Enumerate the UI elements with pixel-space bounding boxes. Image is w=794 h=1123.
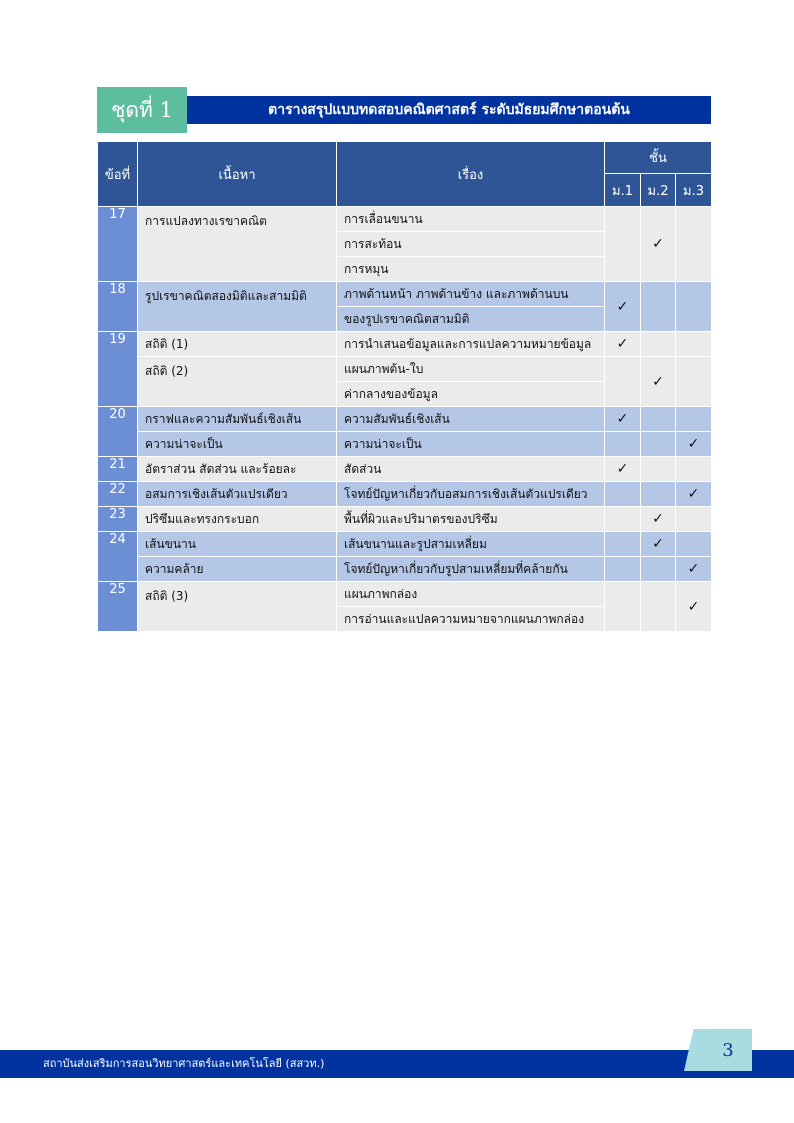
row-number: 25 (98, 582, 138, 632)
check-m3 (676, 457, 712, 482)
table-row (98, 332, 712, 357)
row-topic: การหมุน (337, 257, 605, 282)
check-m1 (605, 557, 641, 582)
check-m2 (641, 407, 676, 432)
row-number: 20 (98, 407, 138, 457)
page-title: ตารางสรุปแบบทดสอบคณิตศาสตร์ ระดับมัธยมศึกษาตอนต้น (187, 96, 711, 124)
header-level: ชั้น (605, 142, 712, 174)
check-m2: ✓ (641, 507, 676, 532)
check-m2: ✓ (641, 532, 676, 557)
check-m1 (605, 532, 641, 557)
check-m3 (676, 207, 712, 282)
check-m2 (641, 582, 676, 632)
row-topic: ค่ากลางของข้อมูล (337, 382, 605, 407)
row-content: การแปลงทางเรขาคณิต (138, 207, 337, 282)
row-topic: การอ่านและแปลความหมายจากแผนภาพกล่อง (337, 607, 605, 632)
check-m1: ✓ (605, 457, 641, 482)
row-content: อสมการเชิงเส้นตัวแปรเดียว (138, 482, 337, 507)
row-number: 18 (98, 282, 138, 332)
check-m1: ✓ (605, 282, 641, 332)
header-m1: ม.1 (605, 174, 641, 207)
row-content: กราฟและความสัมพันธ์เชิงเส้น (138, 407, 337, 432)
check-m2 (641, 457, 676, 482)
table-row (98, 407, 712, 432)
set-badge: ชุดที่ 1 (97, 87, 187, 133)
row-topic: ของรูปเรขาคณิตสามมิติ (337, 307, 605, 332)
footer-institute: สถาบันส่งเสริมการสอนวิทยาศาสตร์และเทคโนโลยี (สสวท.) (43, 1057, 325, 1070)
check-m1 (605, 482, 641, 507)
row-topic: การนำเสนอข้อมูลและการแปลความหมายข้อมูล (337, 332, 605, 357)
check-m2 (641, 482, 676, 507)
check-m2 (641, 432, 676, 457)
check-m1 (605, 582, 641, 632)
header-content: เนื้อหา (138, 142, 337, 207)
check-m2 (641, 332, 676, 357)
table-row (98, 282, 712, 307)
check-m2 (641, 557, 676, 582)
check-m1 (605, 357, 641, 407)
row-content: สถิติ (2) (138, 357, 337, 407)
row-number: 21 (98, 457, 138, 482)
table-row (98, 432, 712, 457)
check-m2: ✓ (641, 357, 676, 407)
table-row (98, 357, 712, 382)
row-topic: ภาพด้านหน้า ภาพด้านข้าง และภาพด้านบน (337, 282, 605, 307)
check-m3 (676, 332, 712, 357)
row-content: อัตราส่วน สัดส่วน และร้อยละ (138, 457, 337, 482)
row-content: ความน่าจะเป็น (138, 432, 337, 457)
table-row (98, 482, 712, 507)
row-topic: เส้นขนานและรูปสามเหลี่ยม (337, 532, 605, 557)
row-topic: การเลื่อนขนาน (337, 207, 605, 232)
row-number: 19 (98, 332, 138, 407)
check-m1: ✓ (605, 407, 641, 432)
header-no: ข้อที่ (98, 142, 138, 207)
table-row (98, 507, 712, 532)
row-number: 24 (98, 532, 138, 582)
table-row (98, 207, 712, 232)
check-m1 (605, 207, 641, 282)
row-content: ความคล้าย (138, 557, 337, 582)
row-topic: โจทย์ปัญหาเกี่ยวกับรูปสามเหลี่ยมที่คล้ายกัน (337, 557, 605, 582)
check-m3 (676, 282, 712, 332)
row-topic: ความสัมพันธ์เชิงเส้น (337, 407, 605, 432)
row-topic: โจทย์ปัญหาเกี่ยวกับอสมการเชิงเส้นตัวแปรเดียว (337, 482, 605, 507)
table-row (98, 557, 712, 582)
row-topic: สัดส่วน (337, 457, 605, 482)
check-m2: ✓ (641, 207, 676, 282)
check-m3: ✓ (676, 582, 712, 632)
header-m2: ม.2 (641, 174, 676, 207)
check-m2 (641, 282, 676, 332)
check-m3: ✓ (676, 432, 712, 457)
row-topic: แผนภาพกล่อง (337, 582, 605, 607)
row-topic: แผนภาพต้น-ใบ (337, 357, 605, 382)
check-m1 (605, 507, 641, 532)
table-row (98, 582, 712, 607)
row-number: 23 (98, 507, 138, 532)
row-content: สถิติ (1) (138, 332, 337, 357)
check-m3: ✓ (676, 557, 712, 582)
row-topic: พื้นที่ผิวและปริมาตรของปริซึม (337, 507, 605, 532)
check-m1: ✓ (605, 332, 641, 357)
table-row (98, 532, 712, 557)
row-topic: การสะท้อน (337, 232, 605, 257)
row-content: ปริซึมและทรงกระบอก (138, 507, 337, 532)
summary-table (97, 141, 712, 632)
check-m3 (676, 532, 712, 557)
row-number: 22 (98, 482, 138, 507)
check-m3 (676, 507, 712, 532)
row-content: เส้นขนาน (138, 532, 337, 557)
row-topic: ความน่าจะเป็น (337, 432, 605, 457)
page-number: 3 (722, 1040, 734, 1061)
header-m3: ม.3 (676, 174, 712, 207)
check-m3: ✓ (676, 482, 712, 507)
footer-bar (0, 1050, 794, 1078)
check-m1 (605, 432, 641, 457)
header-topic: เรื่อง (337, 142, 605, 207)
row-content: รูปเรขาคณิตสองมิติและสามมิติ (138, 282, 337, 332)
table-row (98, 457, 712, 482)
check-m3 (676, 407, 712, 432)
check-m3 (676, 357, 712, 407)
row-number: 17 (98, 207, 138, 282)
row-content: สถิติ (3) (138, 582, 337, 632)
